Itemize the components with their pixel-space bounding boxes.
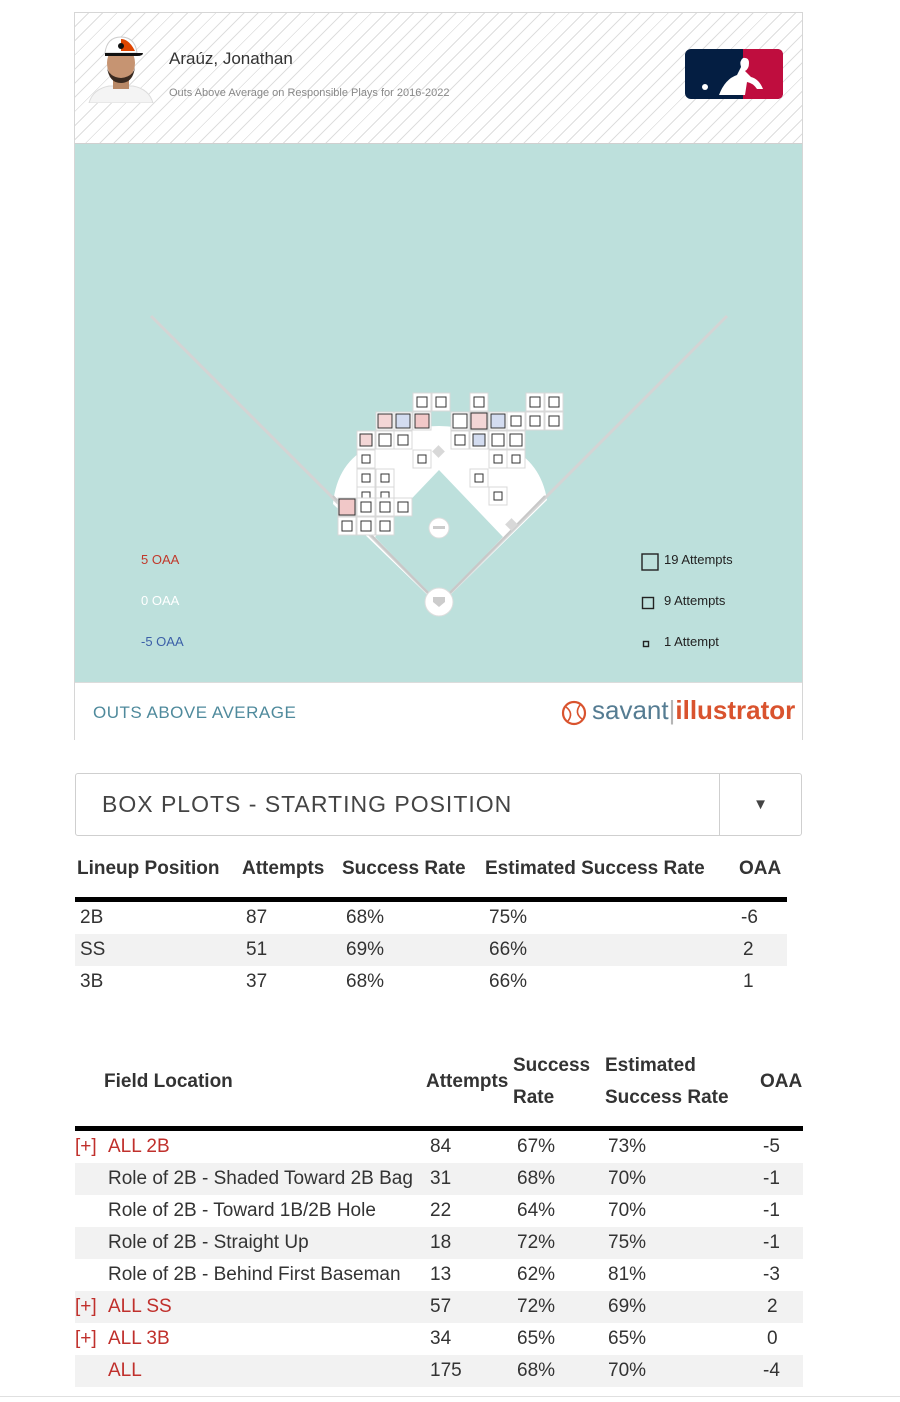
play-square: [417, 397, 427, 407]
play-square: [511, 416, 521, 426]
oaa-legend-high: 5 OAA: [141, 552, 180, 567]
play-square: [380, 521, 390, 531]
col-lineup-position[interactable]: Lineup Position: [77, 858, 220, 879]
field-visual: [75, 144, 802, 682]
chevron-down-icon[interactable]: ▼: [719, 774, 801, 835]
cell-location: Role of 2B - Shaded Toward 2B Bag: [108, 1168, 413, 1189]
play-square: [549, 397, 559, 407]
cell-attempts: 18: [430, 1232, 452, 1253]
table-row: [75, 966, 787, 998]
col-est-success-rate[interactable]: Estimated Success Rate: [485, 858, 705, 879]
size-legend-small: 1 Attempt: [664, 634, 719, 649]
cell-est: 70%: [608, 1360, 647, 1381]
table-row-group: [75, 1355, 803, 1387]
play-square: [381, 474, 389, 482]
cell-attempts: 34: [430, 1328, 452, 1349]
cell-location: ALL: [108, 1360, 142, 1381]
size-legend-square: [642, 554, 658, 570]
play-square: [471, 413, 487, 429]
cell-success: 62%: [517, 1264, 556, 1285]
play-square: [418, 455, 426, 463]
cell-attempts: 51: [246, 939, 268, 960]
cell-location[interactable]: ALL 2B: [108, 1136, 170, 1157]
cell-est: 75%: [489, 907, 528, 928]
chart-type-select[interactable]: [75, 773, 802, 836]
brand-savant: savant: [592, 695, 669, 725]
play-square: [380, 502, 390, 512]
cell-success: 68%: [517, 1360, 556, 1381]
cell-est: 66%: [489, 971, 528, 992]
cell-oaa: 2: [767, 1296, 778, 1317]
chart-subtitle: Outs Above Average on Responsible Plays for 2016-2022: [169, 87, 450, 99]
play-square: [362, 474, 370, 482]
cell-position: SS: [80, 939, 106, 960]
cell-location: Role of 2B - Toward 1B/2B Hole: [108, 1200, 376, 1221]
col-success-rate-line1[interactable]: Success: [513, 1055, 591, 1076]
cell-attempts: 31: [430, 1168, 452, 1189]
play-square: [362, 455, 370, 463]
col-oaa[interactable]: OAA: [739, 858, 782, 879]
cell-est: 69%: [608, 1296, 647, 1317]
card-footer: [75, 682, 802, 740]
cell-est: 70%: [608, 1200, 647, 1221]
table-row-group[interactable]: [75, 1291, 803, 1323]
page-divider: [0, 1396, 900, 1397]
field-location-table: [75, 1046, 803, 1387]
cell-oaa: 0: [767, 1328, 778, 1349]
cell-attempts: 175: [430, 1360, 462, 1381]
cell-oaa: -1: [763, 1168, 780, 1189]
size-legend-square: [643, 598, 654, 609]
cell-position: 3B: [80, 971, 104, 992]
table-row: [75, 1195, 803, 1227]
footer-title: OUTS ABOVE AVERAGE: [93, 703, 297, 722]
play-square: [512, 455, 520, 463]
cell-location[interactable]: ALL SS: [108, 1296, 172, 1317]
cell-oaa: 1: [743, 971, 754, 992]
play-square: [491, 414, 505, 428]
card-header: [75, 13, 802, 144]
play-square: [549, 416, 559, 426]
player-name: Araúz, Jonathan: [169, 49, 293, 68]
cell-success: 72%: [517, 1232, 556, 1253]
expand-toggle[interactable]: [+]: [75, 1328, 97, 1349]
cell-success: 68%: [346, 907, 385, 928]
cell-est: 70%: [608, 1168, 647, 1189]
cell-est: 73%: [608, 1136, 647, 1157]
cell-est: 66%: [489, 939, 528, 960]
play-square: [339, 499, 355, 515]
cell-location[interactable]: ALL 3B: [108, 1328, 170, 1349]
chart-type-select-value: BOX PLOTS - STARTING POSITION: [102, 791, 513, 817]
cell-attempts: 84: [430, 1136, 452, 1157]
size-legend-square: [644, 642, 649, 647]
play-square: [494, 492, 502, 500]
play-square: [361, 521, 371, 531]
play-square: [475, 474, 483, 482]
col-est-success-rate-line2[interactable]: Success Rate: [605, 1087, 729, 1108]
cell-attempts: 13: [430, 1264, 452, 1285]
col-success-rate[interactable]: Success Rate: [342, 858, 466, 879]
player-avatar: [85, 31, 157, 103]
cell-est: 65%: [608, 1328, 647, 1349]
cell-oaa: -6: [741, 907, 758, 928]
cell-location: Role of 2B - Behind First Baseman: [108, 1264, 401, 1285]
cell-success: 68%: [517, 1168, 556, 1189]
lineup-position-table: [75, 848, 787, 998]
savant-illustrator-logo: [560, 693, 795, 729]
cell-oaa: -4: [763, 1360, 780, 1381]
table-row: [75, 902, 787, 934]
cell-success: 64%: [517, 1200, 556, 1221]
col-oaa[interactable]: OAA: [760, 1071, 803, 1092]
expand-toggle[interactable]: [+]: [75, 1296, 97, 1317]
size-legend-medium: 9 Attempts: [664, 593, 726, 608]
play-square: [378, 414, 392, 428]
brand-separator: |: [668, 695, 676, 725]
table-header: [75, 1046, 803, 1131]
play-square: [398, 502, 408, 512]
baseball-icon: [560, 699, 588, 727]
cell-success: 67%: [517, 1136, 556, 1157]
play-square: [415, 414, 429, 428]
table-row: [75, 1259, 803, 1291]
table-row-group[interactable]: [75, 1131, 803, 1163]
cell-attempts: 22: [430, 1200, 452, 1221]
cell-success: 68%: [346, 971, 385, 992]
brand-illustrator: illustrator: [675, 695, 796, 725]
play-square: [492, 434, 504, 446]
cell-position: 2B: [80, 907, 104, 928]
play-square: [473, 434, 485, 446]
play-square: [342, 521, 352, 531]
play-square: [360, 434, 372, 446]
col-attempts[interactable]: Attempts: [242, 858, 325, 879]
play-square: [396, 414, 410, 428]
col-success-rate-line2[interactable]: Rate: [513, 1087, 555, 1108]
play-square: [436, 397, 446, 407]
play-square: [361, 502, 371, 512]
play-square: [453, 414, 467, 428]
col-attempts[interactable]: Attempts: [426, 1071, 509, 1092]
table-row: [75, 1163, 803, 1195]
cell-oaa: -3: [763, 1264, 780, 1285]
size-legend-large: 19 Attempts: [664, 552, 733, 567]
play-square: [510, 434, 522, 446]
table-row: [75, 934, 787, 966]
oaa-legend-low: -5 OAA: [141, 634, 184, 649]
table-row: [75, 1227, 803, 1259]
cell-success: 69%: [346, 939, 385, 960]
oaa-legend-neutral: 0 OAA: [141, 593, 180, 608]
mlb-logo: [685, 49, 783, 99]
cell-oaa: -1: [763, 1200, 780, 1221]
play-square: [530, 397, 540, 407]
cell-attempts: 57: [430, 1296, 452, 1317]
cell-success: 72%: [517, 1296, 556, 1317]
table-header: [75, 848, 787, 902]
cell-location: Role of 2B - Straight Up: [108, 1232, 309, 1253]
cell-oaa: -1: [763, 1232, 780, 1253]
cell-est: 75%: [608, 1232, 647, 1253]
play-square: [530, 416, 540, 426]
cell-success: 65%: [517, 1328, 556, 1349]
col-field-location[interactable]: Field Location: [104, 1071, 233, 1092]
play-square: [398, 435, 408, 445]
play-square: [379, 434, 391, 446]
oaa-card: [74, 12, 803, 740]
cell-est: 81%: [608, 1264, 647, 1285]
cell-oaa: -5: [763, 1136, 780, 1157]
play-square: [455, 435, 465, 445]
play-square: [494, 455, 502, 463]
expand-toggle[interactable]: [+]: [75, 1136, 97, 1157]
cell-attempts: 87: [246, 907, 268, 928]
play-square: [474, 397, 484, 407]
cell-oaa: 2: [743, 939, 754, 960]
col-est-success-rate-line1[interactable]: Estimated: [605, 1055, 696, 1076]
cell-attempts: 37: [246, 971, 268, 992]
table-row-group[interactable]: [75, 1323, 803, 1355]
